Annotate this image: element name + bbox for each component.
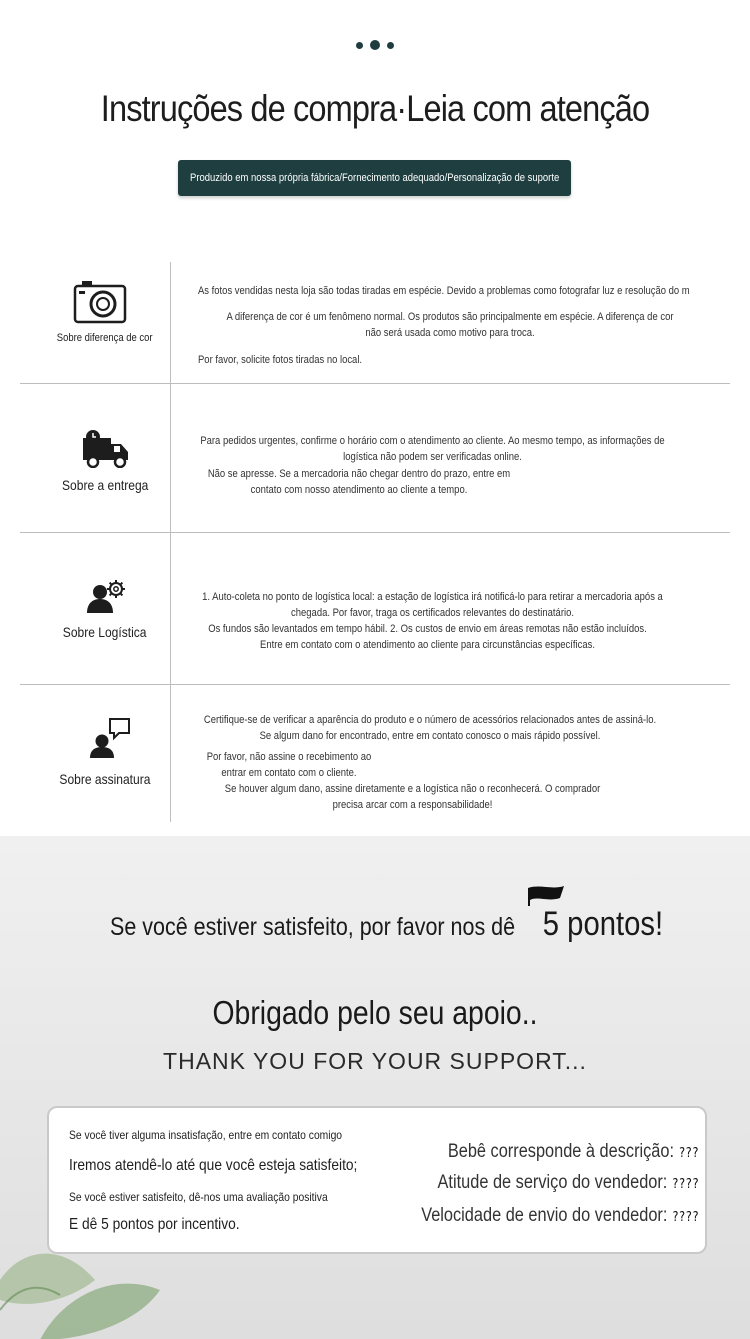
dot-icon xyxy=(356,42,363,49)
rating-row-service: Atitude de serviço do vendedor: ???? xyxy=(437,1172,699,1193)
delivery-truck-icon xyxy=(82,430,130,468)
rating-points: 5 pontos! xyxy=(542,905,663,943)
feedback-line: Iremos atendê-lo até que você esteja satisfeito; xyxy=(69,1157,358,1174)
section-text: As fotos vendidas nesta loja são todas tiradas em espécie. Devido a problemas como fotografar luz e resolução do m xyxy=(198,285,690,297)
rating-row-description: Bebê corresponde à descrição: ??? xyxy=(448,1141,699,1162)
section-label: Sobre assinatura xyxy=(59,771,151,787)
section-text: 1. Auto-coleta no ponto de logística local: a estação de logística irá notificá-lo para retirar a mercadoria após a chegada. Por favor, traga os certificados relevantes do destinatário. xyxy=(202,591,663,619)
flag-icon xyxy=(526,884,566,906)
rating-row-shipping: Velocidade de envio do vendedor: ???? xyxy=(421,1205,699,1226)
section-label: Sobre Logística xyxy=(63,624,147,640)
section-text: Se houver algum dano, assine diretamente e a logística não o reconhecerá. O comprador precisa arcar com a responsabilidade! xyxy=(224,783,601,811)
thanks-heading: Obrigado pelo seu apoio.. xyxy=(212,994,538,1031)
section-divider xyxy=(20,684,730,685)
dot-icon xyxy=(387,42,394,49)
section-text: Não se apresse. Se a mercadoria não chegar dentro do prazo, entre em contato com nosso atendimento ao cliente a tempo. xyxy=(207,468,511,496)
user-gear-icon xyxy=(86,578,128,614)
section-text: Por favor, solicite fotos tiradas no local. xyxy=(198,354,363,366)
page-title: Instruções de compra·Leia com atenção xyxy=(100,88,650,129)
feedback-line: Se você tiver alguma insatisfação, entre em contato comigo xyxy=(69,1128,343,1142)
section-text: Por favor, não assine o recebimento ao entrar em contato com o cliente. xyxy=(206,751,372,779)
feedback-card xyxy=(47,1106,707,1254)
camera-icon xyxy=(73,279,127,325)
section-label: Sobre a entrega xyxy=(61,477,149,493)
feedback-line: Se você estiver satisfeito, dê-nos uma avaliação positiva xyxy=(69,1190,328,1204)
subtitle-banner xyxy=(178,160,571,196)
section-text: A diferença de cor é um fenômeno normal. Os produtos são principalmente em espécie. A diferença de cor não será usada como motivo para troca. xyxy=(226,311,674,339)
section-divider xyxy=(20,383,730,384)
section-text: Os fundos são levantados em tempo hábil. 2. Os custos de envio em áreas remotas não estão incluídos. Entre em contato com o atendimento ao cliente para circunstâncias específicas. xyxy=(208,623,647,651)
section-divider xyxy=(20,532,730,533)
dot-icon xyxy=(370,40,380,50)
rating-prompt-text: Se você estiver satisfeito, por favor nos dê xyxy=(110,913,516,941)
subtitle-text: Produzido em nossa própria fábrica/Fornecimento adequado/Personalização de suporte xyxy=(189,172,560,184)
feedback-line: E dê 5 pontos por incentivo. xyxy=(69,1216,240,1233)
rating-prompt xyxy=(0,905,750,944)
rating-stars: ??? xyxy=(678,1146,699,1161)
rating-stars: ???? xyxy=(672,1210,699,1225)
section-label: Sobre diferença de cor xyxy=(57,332,153,344)
rating-stars: ???? xyxy=(672,1177,699,1192)
user-chat-icon xyxy=(88,717,132,759)
page-dots xyxy=(0,40,750,50)
section-text: Certifique-se de verificar a aparência do produto e o número de acessórios relacionados antes de assiná-lo. Se algum dano for encontrado, entre em contato conosco o mais rápido possível. xyxy=(203,714,657,742)
thanks-english: THANK YOU FOR YOUR SUPPORT... xyxy=(163,1048,587,1074)
section-text: Para pedidos urgentes, confirme o horário com o atendimento ao cliente. Ao mesmo tempo, as informações de logística não podem ser verificadas online. xyxy=(200,435,665,463)
